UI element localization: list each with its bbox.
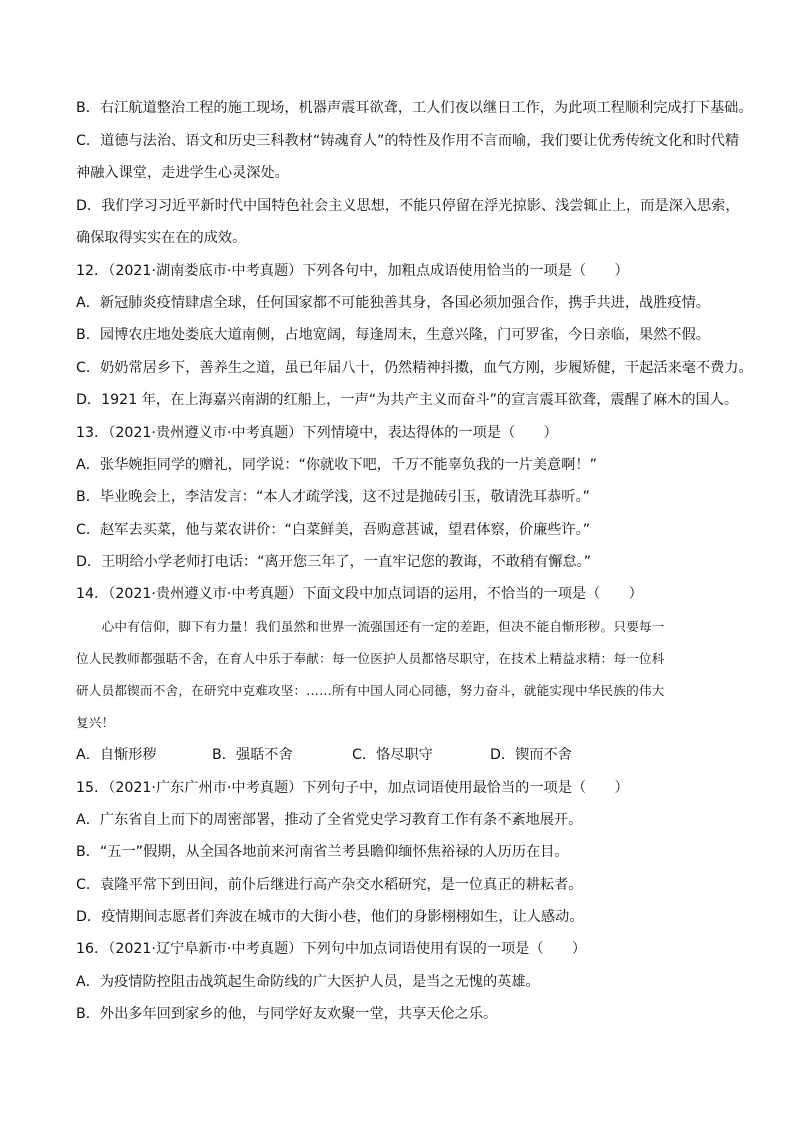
question-15-stem: 15．（2021·广东广州市·中考真题）下列句子中，加点词语使用最恰当的一项是（ ）: [76, 780, 629, 796]
option-13b: B．毕业晚会上，李洁发言：“本人才疏学浅，这不过是抛砖引玉，敬请洗耳恭听。”: [76, 489, 590, 505]
option-15c: C．袁隆平常下到田间，前仆后继进行高产杂交水稻研究，是一位真正的耕耘者。: [76, 877, 583, 893]
passage-line: 研人员都锲而不舍，在研究中克难攻坚：……所有中国人同心同德，努力奋斗，就能实现中华民族的伟大: [76, 683, 665, 698]
option-11d-continued: 确保取得实实在在的成效。: [76, 230, 247, 246]
option-12c: C．奶奶常居乡下，善养生之道，虽已年届八十，仍然精神抖擞，血气方刚，步履矫健，干起活来毫不费力。: [76, 360, 753, 376]
passage-line: 心中有信仰，脚下有力量！我们虽然和世界一流强国还有一定的差距，但决不能自惭形秽。只要每一: [76, 619, 665, 634]
option-13d: D．王明给小学老师打电话：“离开您三年了，一直牢记您的教诲，不敢稍有懈怠。”: [76, 554, 592, 570]
question-12-stem: 12．（2021·湖南娄底市·中考真题）下列各句中，加粗点成语使用恰当的一项是（ ）: [76, 263, 629, 279]
passage-line: 位人民教师都强聒不舍，在育人中乐于奉献：每一位医护人员都恪尽职守，在技术上精益求精：每一位科: [76, 651, 665, 666]
option-12b: B．园博农庄地处娄底大道南侧，占地宽阔，每逢周末，生意兴隆，门可罗雀，今日亲临，果然不假。: [76, 327, 710, 343]
option-15d: D．疫情期间志愿者们奔波在城市的大街小巷，他们的身影栩栩如生，让人感动。: [76, 909, 584, 925]
option-16a: A．为疫情防控阻击战筑起生命防线的广大医护人员，是当之无愧的英雄。: [76, 974, 540, 990]
option-11b: B．右江航道整治工程的施工现场，机器声震耳欲聋，工人们夜以继日工作，为此项工程顺利完成打下基础。: [76, 100, 753, 116]
question-13-stem: 13．（2021·贵州遵义市·中考真题）下列情境中，表达得体的一项是（ ）: [76, 425, 558, 441]
option-14b: B．强聒不舍: [212, 747, 293, 763]
option-13c: C．赵军去买菜，他与菜农讲价：“白菜鲜美，吾购意甚诚，望君体察，价廉些许。”: [76, 522, 591, 538]
option-11d: D．我们学习习近平新时代中国特色社会主义思想，不能只停留在浮光掠影、浅尝辄止上，而是深入思索，: [76, 198, 740, 214]
option-15a: A．广东省自上而下的周密部署，推动了全省党史学习教育工作有条不紊地展开。: [76, 812, 583, 828]
option-15b: B．“五一”假期，从全国各地前来河南省兰考县瞻仰缅怀焦裕禄的人历历在目。: [76, 844, 569, 860]
question-14-stem: 14．（2021·贵州遵义市·中考真题）下面文段中加点词语的运用，不恰当的一项是（ ）: [76, 586, 643, 602]
option-11c: C．道德与法治、语文和历史三科教材“铸魂育人”的特性及作用不言而喻，我们要让优秀传统文化和时代精: [76, 133, 740, 149]
option-14d: D．锲而不舍: [490, 747, 572, 763]
option-14c: C．恪尽职守: [352, 747, 433, 763]
option-11c-continued: 神融入课堂，走进学生心灵深处。: [76, 165, 289, 181]
passage-line: 复兴！: [76, 715, 115, 730]
option-16b: B．外出多年回到家乡的他，与同学好友欢聚一堂，共享天伦之乐。: [76, 1006, 498, 1022]
option-14a: A．自惭形秽: [76, 747, 157, 763]
option-12d: D．1921 年，在上海嘉兴南湖的红船上，一声“为共产主义而奋斗”的宣言震耳欲聋，震醒了麻木的国人。: [76, 392, 739, 408]
question-14-options: [76, 745, 736, 765]
option-12a: A．新冠肺炎疫情肆虐全球，任何国家都不可能独善其身，各国必须加强合作，携手共进，战胜疫情。: [76, 295, 710, 311]
option-13a: A．张华婉拒同学的赠礼，同学说：“你就收下吧，千万不能辜负我的一片美意啊！”: [76, 457, 597, 473]
question-16-stem: 16．（2021·辽宁阜新市·中考真题）下列句中加点词语使用有误的一项是（ ）: [76, 941, 587, 957]
